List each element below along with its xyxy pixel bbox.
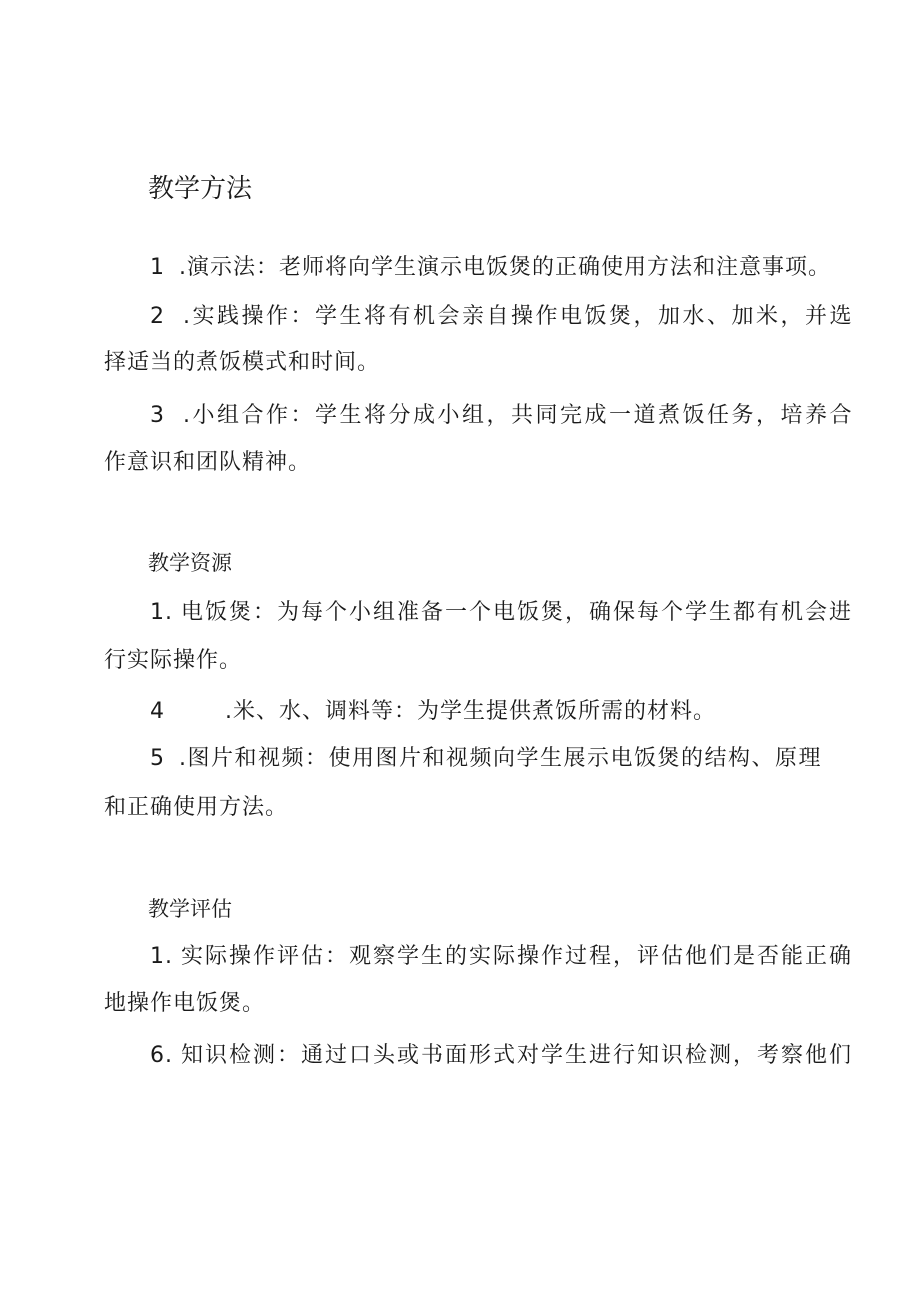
list-item-continuation: 地操作电饭煲。 bbox=[104, 991, 266, 1016]
item-number: 6. bbox=[150, 1043, 173, 1068]
list-item-continuation: 和正确使用方法。 bbox=[104, 795, 289, 820]
item-text: .图片和视频：使用图片和视频向学生展示电饭煲的结构、原理 bbox=[179, 746, 822, 771]
item-number: 1 bbox=[150, 255, 165, 280]
item-text: 知识检测：通过口头或书面形式对学生进行知识检测，考察他们 bbox=[181, 1043, 854, 1068]
item-number: 4 bbox=[150, 699, 165, 724]
section-title-teaching-resources: 教学资源 bbox=[148, 551, 232, 575]
item-text: .演示法：老师将向学生演示电饭煲的正确使用方法和注意事项。 bbox=[179, 255, 831, 280]
list-item bbox=[150, 253, 831, 283]
item-text: .米、水、调料等：为学生提供煮饭所需的材料。 bbox=[225, 699, 716, 724]
item-number: 1. bbox=[150, 944, 173, 969]
item-number: 3 bbox=[150, 403, 165, 428]
list-item bbox=[150, 1041, 853, 1071]
item-text: .实践操作：学生将有机会亲自操作电饭煲，加水、加米，并选 bbox=[183, 304, 854, 329]
list-item-continuation: 择适当的煮饭模式和时间。 bbox=[104, 350, 381, 375]
item-number: 2 bbox=[150, 304, 165, 329]
item-number: 1. bbox=[150, 600, 173, 625]
list-item-continuation: 作意识和团队精神。 bbox=[104, 450, 312, 475]
item-text: 电饭煲：为每个小组准备一个电饭煲，确保每个学生都有机会进 bbox=[181, 600, 854, 625]
list-item bbox=[150, 697, 716, 727]
list-item bbox=[150, 401, 854, 431]
item-number: 5 bbox=[150, 746, 165, 771]
list-item bbox=[150, 302, 854, 332]
section-title-teaching-evaluation: 教学评估 bbox=[148, 897, 232, 921]
list-item bbox=[150, 598, 853, 628]
list-item-continuation: 行实际操作。 bbox=[104, 648, 243, 673]
list-item bbox=[150, 942, 853, 972]
item-text: .小组合作：学生将分成小组，共同完成一道煮饭任务，培养合 bbox=[183, 403, 854, 428]
item-text: 实际操作评估：观察学生的实际操作过程，评估他们是否能正确 bbox=[181, 944, 854, 969]
section-title-teaching-methods: 教学方法 bbox=[148, 174, 253, 204]
list-item bbox=[150, 744, 822, 774]
